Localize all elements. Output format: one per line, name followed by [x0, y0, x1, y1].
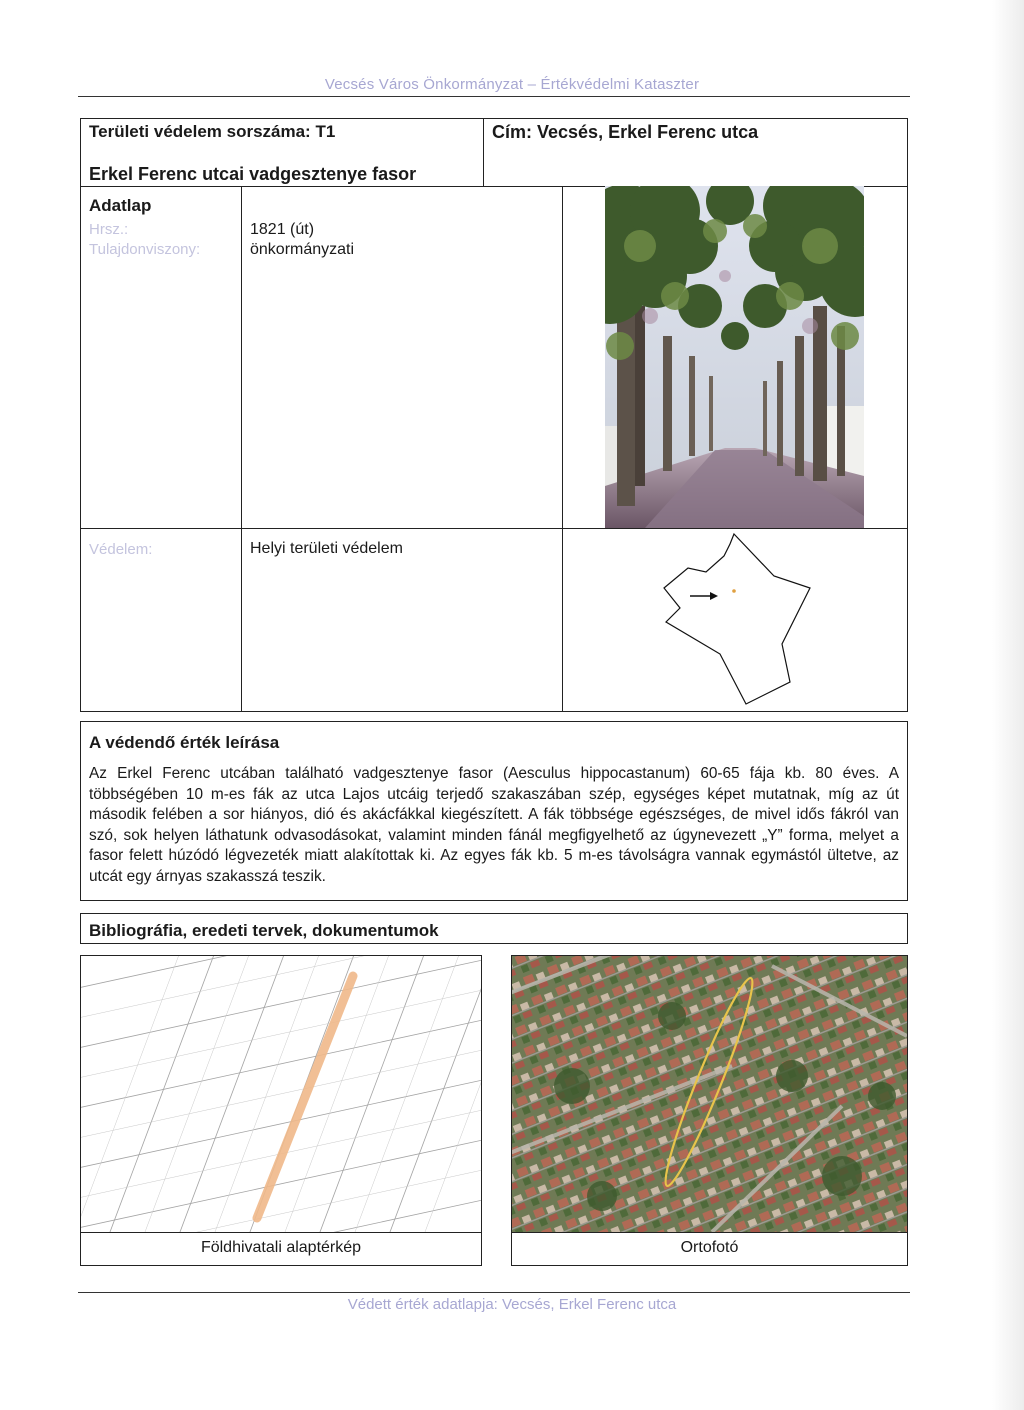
description-heading: A védendő érték leírása	[89, 733, 280, 752]
cadastral-map	[81, 956, 481, 1232]
bibliography-heading: Bibliográfia, eredeti tervek, dokumentumok	[89, 921, 439, 940]
page-footer-title: Védett érték adatlapja: Vecsés, Erkel Ferenc utca	[347, 1296, 677, 1313]
ownership-label: Tulajdonviszony:	[89, 241, 201, 258]
record-number: Területi védelem sorszáma: T1	[89, 122, 336, 141]
record-name: Erkel Ferenc utcai vadgesztenye fasor	[89, 164, 417, 184]
description-text: Az Erkel Ferenc utcában található vadgesztenye fasor (Aesculus hippocastanum) 60-65 fája kb. 80 éves. A többségében 10 m-es fák az utca Lajos utcáig terjedő szakaszában szép, egységes képet mutatnak, míg az út második felében a sor hiányos, dió és akácfákkal kiegészített. A fák többsége egészséges, de mivel idős fákról van szó, sok helyen láthatunk odvasodásokat, valamint minden fánál megfigyelhető az úgynevezett „Y” forma, melyet a fasor felett húzódó légvezeték miatt alakítottak ki. Az egyes fák kb. 5 m-es távolságra vannak egymástól ültetve, az utcát egy árnyas szakasszá teszik.	[89, 765, 899, 885]
orthophoto	[512, 956, 907, 1232]
orthophoto-caption: Ortofotó	[680, 1239, 739, 1256]
town-locator-map	[646, 528, 816, 710]
sheet-heading: Adatlap	[89, 196, 152, 215]
hrsz-label: Hrsz.:	[89, 221, 129, 238]
protection-value: Helyi területi védelem	[250, 540, 403, 557]
avenue-photo	[605, 186, 864, 528]
ownership-value: önkormányzati	[250, 241, 355, 258]
cadastral-map-caption: Földhivatali alaptérkép	[200, 1239, 362, 1256]
page-edge-shadow	[992, 0, 1024, 1410]
record-address: Cím: Vecsés, Erkel Ferenc utca	[492, 122, 759, 142]
hrsz-value: 1821 (út)	[250, 221, 315, 238]
page-header-title: Vecsés Város Önkormányzat – Értékvédelmi Kataszter	[324, 76, 700, 93]
footer-rule	[78, 1292, 910, 1293]
header-rule	[78, 96, 910, 97]
protection-label: Védelem:	[89, 541, 153, 558]
